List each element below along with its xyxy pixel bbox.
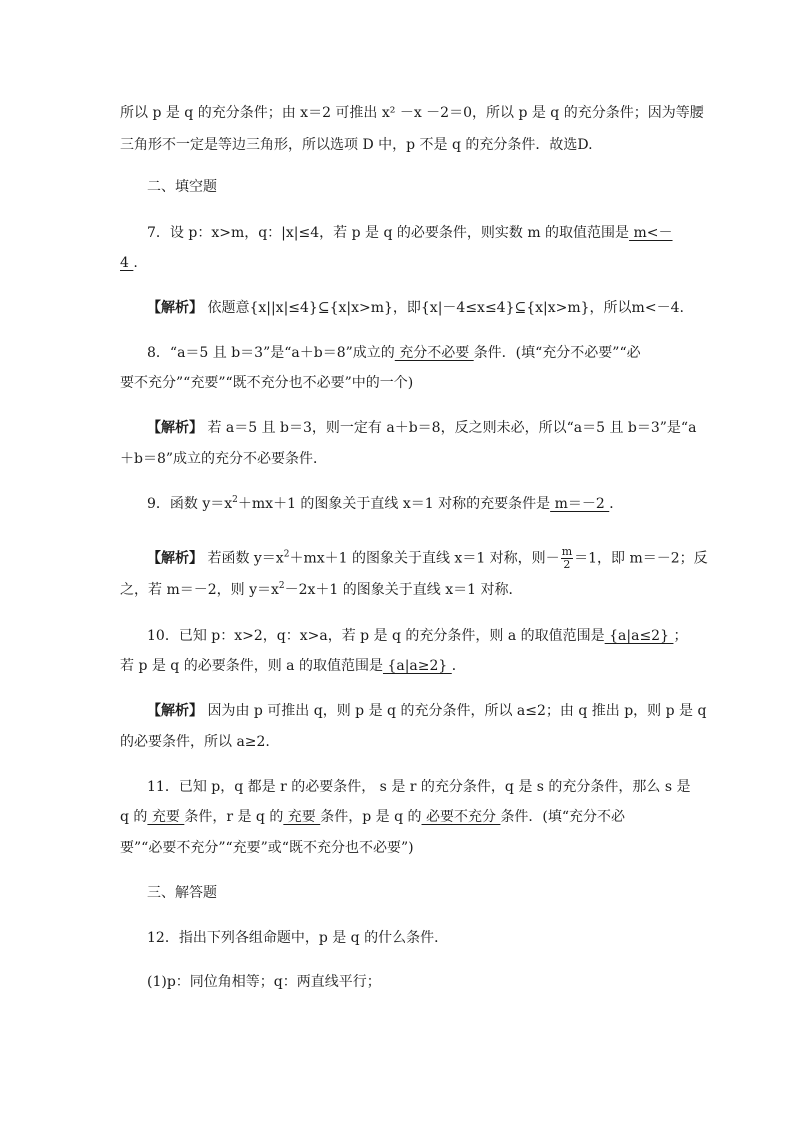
solution-10-cont: 的必要条件，所以 a≥2. <box>120 734 270 750</box>
question-12: 12．指出下列各组命题中，p 是 q 的什么条件． <box>147 930 449 946</box>
answer-blank-q7: m<－ <box>629 225 673 241</box>
question-11: 11．已知 p，q 都是 r 的必要条件， s 是 r 的充分条件，q 是 s 的充分条件，那么 s 是 <box>147 779 691 795</box>
paragraph-answer6-line2: 三角形不一定是等边三角形，所以选项 D 中，p 不是 q 的充分条件．故选D. <box>120 137 593 153</box>
question-7-cont: 4 . <box>120 255 138 271</box>
answer-blank-q8: 充分不必要 <box>394 345 474 361</box>
answer-blank-q10-1: {a|a≤2} <box>604 628 674 644</box>
answer-blank-q11-2: 充要 <box>283 809 321 825</box>
question-11-cont2: 要”“必要不充分”“充要”或“既不充分也不必要”) <box>120 840 414 856</box>
section-heading-answer: 三、解答题 <box>147 885 217 901</box>
answer-blank-q11-3: 必要不充分 <box>421 809 501 825</box>
question-8-cont: 要不充分”“充要”“既不充分也不必要”中的一个) <box>120 375 414 391</box>
answer-blank-q11-1: 充要 <box>147 809 185 825</box>
paragraph-answer6-line1: 所以 p 是 q 的充分条件；由 x＝2 可推出 x² －x －2＝0，所以 p 是 q 的充分条件；因为等腰 <box>120 105 704 121</box>
solution-8-cont: ＋b＝8”成立的充分不必要条件． <box>120 451 328 467</box>
answer-blank-q9: m＝－2 <box>550 496 610 512</box>
answer-blank-q7-cont: 4 <box>120 255 134 271</box>
solution-9-cont: 之，若 m＝－2，则 $y=x^2-2x+1$ 的图象关于直线 x＝1 对称． <box>120 581 523 598</box>
solution-tag: 【解析】 <box>147 420 203 436</box>
fraction-m-over-2: $\frac{m}{2}$ <box>561 545 573 571</box>
question-8: 8．“a＝5 且 b＝3”是“a＋b＝8”成立的 充分不必要 条件．(填“充分不必要”“必 <box>147 345 641 361</box>
solution-8: 【解析】 若 a＝5 且 b＝3，则一定有 a＋b＝8，反之则未必，所以“a＝5 且 b＝3”是“a <box>147 420 697 436</box>
answer-blank-q10-2: {a|a≥2} <box>382 658 452 674</box>
question-10-cont: 若 p 是 q 的必要条件，则 a 的取值范围是 {a|a≥2} ． <box>120 658 466 674</box>
solution-7: 【解析】 依题意{x||x|≤4}⊆{x|x>m}，即{x|－4≤x≤4}⊆{x|x>m}，所以m<－4. <box>147 300 684 316</box>
solution-tag: 【解析】 <box>147 550 203 567</box>
question-10: 10．已知 p：x>2，q：x>a，若 p 是 q 的充分条件，则 a 的取值范围是 {a|a≤2} ； <box>147 628 688 644</box>
solution-9: 【解析】 若函数 $y=x^2+mx+1$ 的图象关于直线 x＝1 对称，则－ $\frac{m}{2}$ ＝1，即 m＝－2；反 <box>147 545 708 571</box>
question-7: 7．设 p：x>m，q：|x|≤4，若 p 是 q 的必要条件，则实数 m 的取值范围是 m<－ <box>147 225 673 241</box>
section-heading-fill-blank: 二、填空题 <box>147 179 217 195</box>
solution-tag: 【解析】 <box>147 300 203 316</box>
solution-10: 【解析】 因为由 p 可推出 q，则 p 是 q 的充分条件，所以 a≤2；由 q 推出 p，则 p 是 q <box>147 703 707 719</box>
solution-tag: 【解析】 <box>147 703 203 719</box>
question-11-cont: q 的 充要 条件，r 是 q 的 充要 条件，p 是 q 的 必要不充分 条件．(填“充分不必 <box>120 809 626 825</box>
question-9: 9．函数 $y=x^2+mx+1$ 的图象关于直线 x＝1 对称的充要条件是 m＝－2 ． <box>147 495 624 512</box>
question-12-item-1: (1)p：同位角相等；q：两直线平行； <box>147 974 381 990</box>
